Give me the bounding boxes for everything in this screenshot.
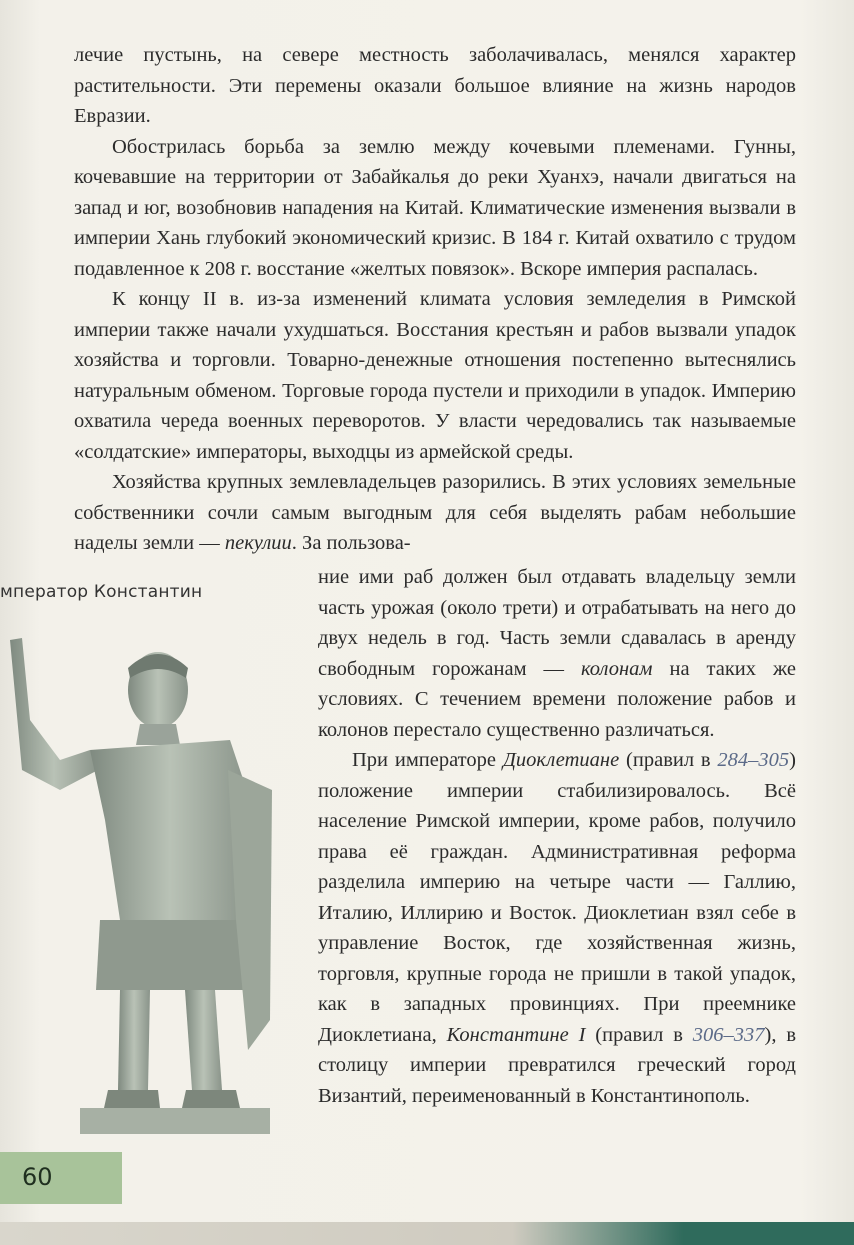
text-run: К концу II в. из-за изменений климата условия земледелия в Римской империи также начали ухудшаться. Восстания крестьян и рабов вызвали упадок хозяйства и торговли. Товарно-денежные отношения постепенно вытеснялись натуральным обменом. Торговые города пустели и приходили в упадок. Империю охватила череда военных переворотов. У власти чередовались так называемые «солдатские» императоры, выходцы из армейской среды. [74, 288, 796, 463]
paragraph [74, 284, 796, 467]
main-text-right [318, 562, 796, 1111]
term-text: пекулии [224, 532, 292, 554]
paragraph [74, 40, 796, 132]
text-run: ) положение империи стабилизировалось. Всё население Римской империи, кроме рабов, получило права её граждан. Административная реформа разделила империю на четыре части — Галлию, Италию, Иллирию и Восток. Диоклетиан взял себе в управление Восток, где хозяйственная жизнь, торговля, крупные города не пришли в такой упадок, как в западных провинциях. При преемнике Диоклетиана, [318, 749, 796, 1046]
date-text: 284–305 [717, 749, 790, 771]
paragraph [74, 467, 796, 559]
text-run: Хозяйства крупных землевладельцев разорились. В этих условиях земельные собственники сочли самым выгодным для себя выделять рабам небольшие наделы земли — [74, 471, 796, 554]
term-text: Диоклетиане [502, 749, 620, 771]
statue-of-constantine-icon [0, 620, 300, 1140]
text-run: ), в столицу империи превратился греческий город Византий, переименованный в Константинополь. [318, 1023, 796, 1107]
paragraph [318, 745, 796, 1111]
figure-caption: мператор Константин [0, 582, 203, 602]
date-text: 306–337 [692, 1023, 765, 1046]
term-text: колонам [581, 657, 653, 680]
text-run: (правил в [585, 1023, 693, 1046]
text-run: ние ими раб должен был отдавать владельцу земли часть урожая (около трети) и отрабатывать на него до двух недель в год. Часть земли сдавалась в аренду свободным горожанам — [318, 566, 796, 680]
text-run: на таких же условиях. С течением времени положение рабов и колонов перестало существенно различаться. [318, 657, 796, 741]
text-run: лечие пустынь, на севере местность заболачивалась, менялся характер растительности. Эти перемены оказали большое влияние на жизнь народов Евразии. [74, 44, 796, 127]
paragraph [74, 132, 796, 285]
term-text: Константине I [446, 1023, 586, 1046]
main-text-top [74, 40, 796, 559]
text-run: . За пользова- [291, 532, 411, 554]
text-run: (правил в [619, 749, 718, 771]
paragraph [318, 562, 796, 745]
page-number: 60 [22, 1163, 53, 1191]
page-number-box [0, 1152, 122, 1204]
text-run: Обострилась борьба за землю между кочевыми племенами. Гунны, кочевавшие на территории от Забайкалья до реки Хуанхэ, начали двигаться на запад и юг, возобновив нападения на Китай. Климатические изменения вызвали в империи Хань глубокий экономический кризис. В 184 г. Китай охватило с трудом подавленное к 208 г. восстание «желтых повязок». Вскоре империя распалась. [74, 135, 796, 280]
text-run: При императоре [352, 749, 503, 771]
bottom-band [0, 1222, 854, 1245]
